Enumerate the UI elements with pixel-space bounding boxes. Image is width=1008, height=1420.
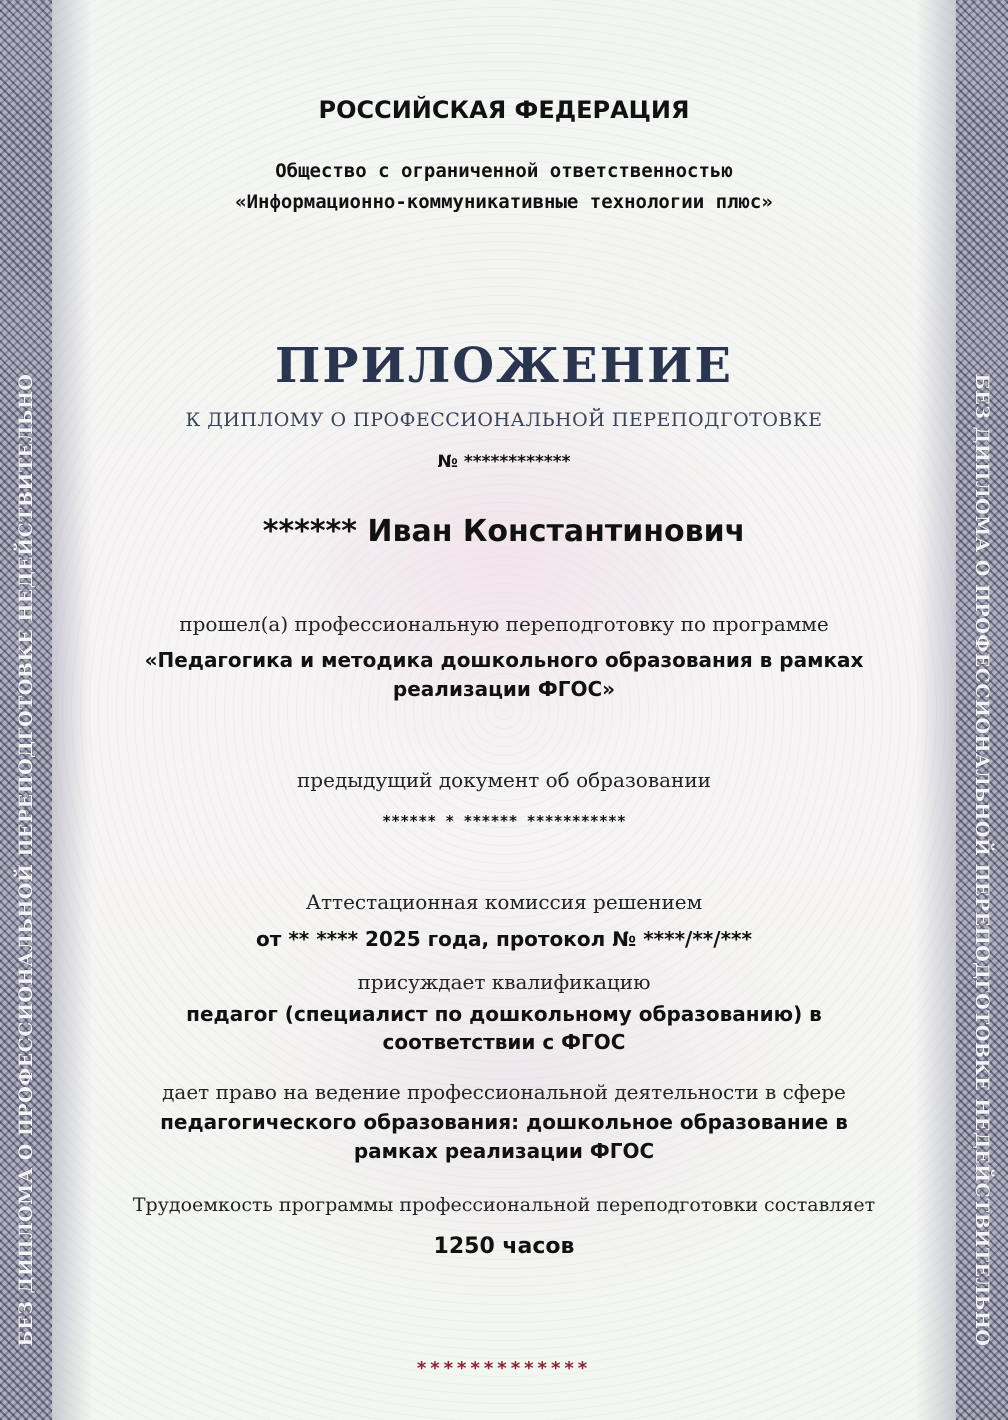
- organization-name: «Информационно-коммуникативные технологии плюс»: [235, 191, 773, 213]
- document-subtitle: К ДИПЛОМУ О ПРОФЕССИОНАЛЬНОЙ ПЕРЕПОДГОТОВКЕ: [185, 409, 823, 431]
- right-border-text: БЕЗ ДИПЛОМА О ПРОФЕССИОНАЛЬНОЙ ПЕРЕПОДГОТОВКЕ НЕДЕЙСТВИТЕЛЬНО: [971, 373, 993, 1347]
- document-title: ПРИЛОЖЕНИЕ: [275, 338, 733, 394]
- left-border-text: БЕЗ ДИПЛОМА О ПРОФЕССИОНАЛЬНОЙ ПЕРЕПОДГОТОВКЕ НЕДЕЙСТВИТЕЛЬНО: [15, 373, 37, 1347]
- qualification-line1: педагог (специалист по дошкольному образованию) в: [186, 1002, 822, 1026]
- rights-field-line2: рамках реализации ФГОС: [353, 1139, 655, 1163]
- previous-document-value: ****** * ****** ***********: [382, 812, 626, 830]
- qualification-label: присуждает квалификацию: [357, 970, 651, 994]
- country-heading: РОССИЙСКАЯ ФЕДЕРАЦИЯ: [318, 96, 690, 124]
- serial-number: *************: [416, 1358, 592, 1379]
- program-intro: прошел(а) профессиональную переподготовку по программе: [179, 612, 829, 636]
- program-name-line1: «Педагогика и методика дошкольного образования в рамках: [144, 648, 864, 672]
- commission-label: Аттестационная комиссия решением: [305, 890, 703, 914]
- labor-hours: 1250 часов: [433, 1234, 575, 1259]
- previous-document-label: предыдущий документ об образовании: [296, 768, 712, 792]
- program-name-line2: реализации ФГОС»: [392, 677, 616, 701]
- rights-field-line1: педагогического образования: дошкольное образование в: [160, 1110, 848, 1134]
- qualification-line2: соответствии с ФГОС: [382, 1030, 626, 1054]
- labor-intensity-label: Трудоемкость программы профессиональной переподготовки составляет: [132, 1194, 876, 1216]
- organization-type: Общество с ограниченной ответственностью: [275, 160, 733, 182]
- commission-decision: от ** **** 2025 года, протокол № ****/**/***: [256, 927, 752, 951]
- document-number: № ************: [437, 452, 571, 472]
- holder-name: ****** Иван Константинович: [262, 514, 746, 549]
- rights-label: дает право на ведение профессиональной деятельности в сфере: [162, 1080, 846, 1104]
